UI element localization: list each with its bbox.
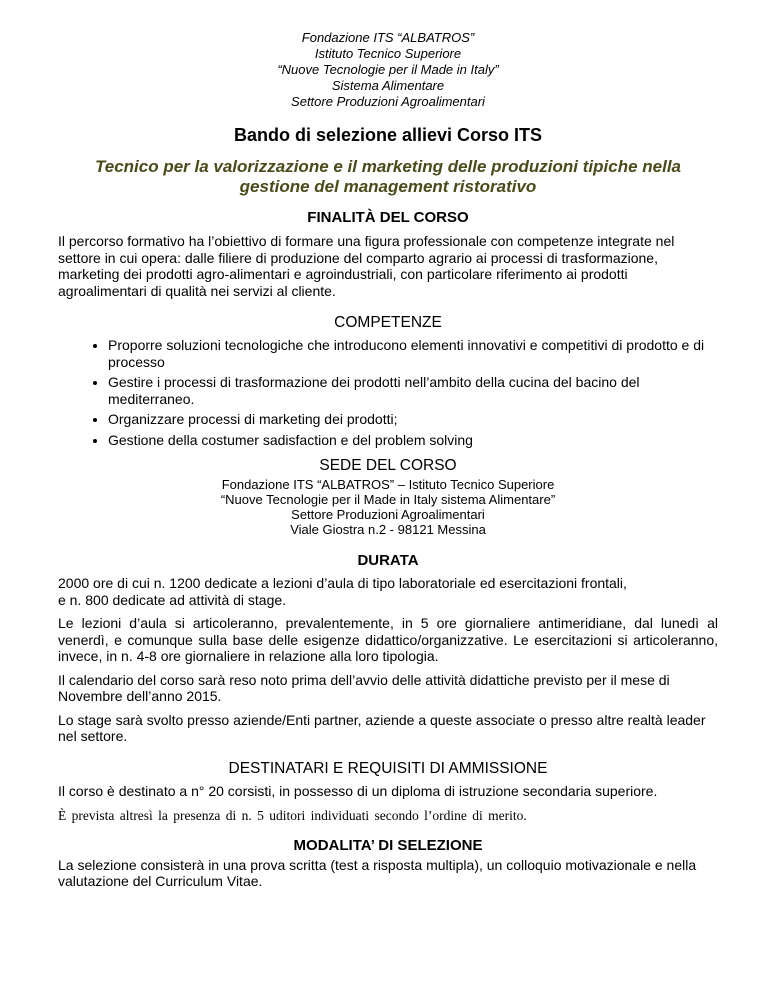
sede-line-3: Settore Produzioni Agroalimentari (291, 507, 485, 522)
finalita-text: Il percorso formativo ha l’obiettivo di formare una figura professionale con competenze integrate nel settore in cui opera: dalle filiere di produzione del comparto agrario ai processi di trasformazione, marketing dei prodotti agro-alimentari e agroindustriali, con particolare riferimento ai prodotti agroalimentari di qualità nei servizi al cliente. (58, 233, 675, 299)
durata-paragraph-2: Le lezioni d’aula si articoleranno, prevalentemente, in 5 ore giornaliere antimeridiane, dal lunedì al venerdì, e comunque sulla base delle esigenze didattico/organizzative. Le esercitazioni si articoleranno, invece, in n. 4-8 ore giornaliere in relazione alla loro tipologia. (58, 615, 718, 664)
durata-paragraph-1 (58, 575, 718, 608)
durata-heading: DURATA (357, 552, 419, 569)
sede-line-4: Viale Giostra n.2 - 98121 Messina (290, 522, 486, 537)
competenze-heading: COMPETENZE (334, 314, 442, 331)
subtitle-line-1: Tecnico per la valorizzazione e il marketing delle produzioni tipiche nella (94, 157, 681, 176)
durata-line-2: e n. 800 dedicate ad attività di stage. (58, 591, 287, 608)
document-title: Bando di selezione allievi Corso ITS (233, 125, 543, 145)
competenze-list (58, 337, 718, 448)
document-header (58, 30, 718, 110)
destinatari-heading: DESTINATARI E REQUISITI DI AMMISSIONE (228, 759, 548, 777)
header-foundation: Fondazione ITS “ALBATROS” (301, 30, 475, 45)
selezione-heading: MODALITA’ DI SELEZIONE (293, 836, 483, 854)
header-system: Sistema Alimentare (331, 78, 445, 93)
selezione-text: La selezione consisterà in una prova scritta (test a risposta multipla), un colloquio motivazionale e nella valutazione del Curriculum Vitae. (58, 856, 697, 889)
document-page (58, 30, 718, 890)
destinatari-paragraph-1: Il corso è destinato a n° 20 corsisti, in possesso di un diploma di istruzione secondaria superiore. (58, 782, 658, 799)
durata-line-1: 2000 ore di cui n. 1200 dedicate a lezioni d’aula di tipo laboratoriale ed esercitazioni frontali, (58, 575, 627, 591)
header-technologies: “Nuove Tecnologie per il Made in Italy” (277, 62, 499, 77)
subtitle-line-2: gestione del management ristorativo (239, 177, 537, 196)
competenze-item: • Proporre soluzioni tecnologiche che introducono elementi innovativi e competitivi di prodotto e di processo (108, 337, 718, 370)
header-sector: Settore Produzioni Agroalimentari (291, 94, 485, 109)
competenze-item: • Gestire i processi di trasformazione dei prodotti nell’ambito della cucina del bacino del mediterraneo. (108, 374, 718, 407)
sede-line-2: “Nuove Tecnologie per il Made in Italy sistema Alimentare” (220, 492, 556, 507)
competenze-item: • Organizzare processi di marketing dei prodotti; (108, 411, 718, 428)
course-subtitle (58, 157, 718, 197)
header-institute: Istituto Tecnico Superiore (314, 46, 462, 61)
destinatari-paragraph-2: È prevista altresì la presenza di n. 5 uditori individuati secondo l’ordine di merito. (58, 808, 527, 823)
competenze-item: • Gestione della costumer sadisfaction e del problem solving (108, 432, 718, 449)
sede-line-1: Fondazione ITS “ALBATROS” – Istituto Tecnico Superiore (221, 477, 555, 492)
sede-heading: SEDE DEL CORSO (319, 457, 457, 474)
durata-paragraph-3: Il calendario del corso sarà reso noto prima dell’avvio delle attività didattiche previsto per il mese di Novembre dell’anno 2015. (58, 671, 670, 704)
durata-paragraph-4: Lo stage sarà svolto presso aziende/Enti partner, aziende a queste associate o presso altre realtà leader nel settore. (58, 711, 706, 744)
sede-address (58, 477, 718, 537)
finalita-heading: FINALITÀ DEL CORSO (307, 209, 469, 226)
